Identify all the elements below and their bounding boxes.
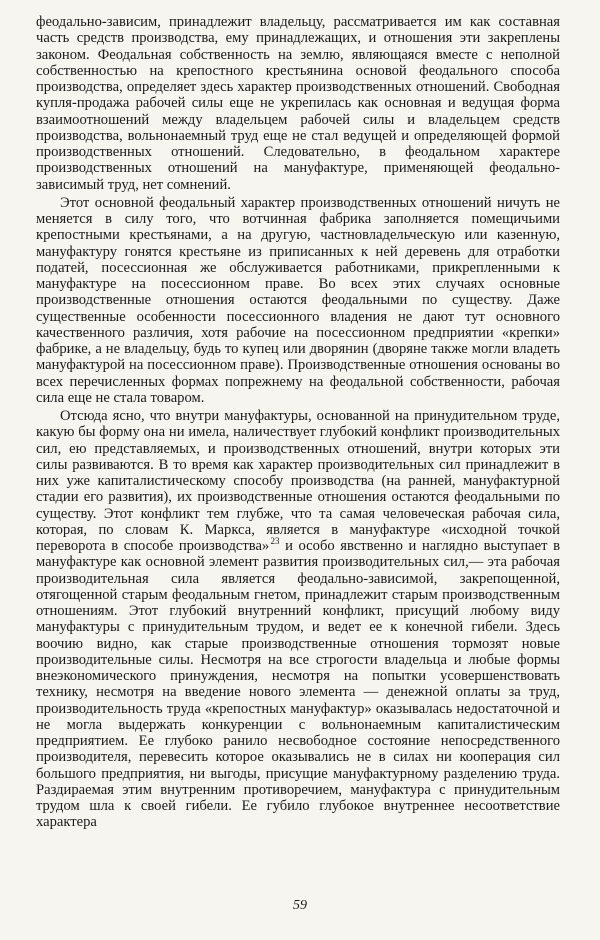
footnote-reference[interactable]: 23 bbox=[270, 536, 280, 547]
paragraph-3 bbox=[36, 408, 560, 831]
paragraph-3-text-b: и особо явственно и наглядно выступает в мануфактуре как основной элемент развития производительных сил,— эта рабочая производительная сила является феодально-зависимой, закрепощенной, отягощенной старым феодальным гнетом, принадлежит старым производственным отношениям. Этот глубокий внутренний конфликт, присущий любому виду мануфактуры с принудительным трудом, и ведет ее к конечной гибели. Здесь воочию видно, как старые производственные отношения тормозят новые производительные силы. Несмотря на все строгости владельца и любые формы внеэкономического принуждения, несмотря на попытки усовершенствовать технику, несмотря на введение нового элемента — денежной оплаты за труд, производительность труда «крепостных мануфактур» оказывалась недостаточной и не могла выдержать конкуренции с вольнонаемным капиталистическим предприятием. Ее глубоко ранило несвободное состояние непосредственного производителя, перевесить которое оказывались не в силах ни кооперация сил большого предприятия, ни выгоды, присущие мануфактурному разделению труда. Раздираемая этим внутренним противоречием, мануфактура с принудительным трудом шла к своей гибели. Ее губило глубокое внутреннее несоответствие характера bbox=[36, 538, 560, 831]
page-number: 59 bbox=[293, 898, 307, 913]
paragraph-3-text-a: Отсюда ясно, что внутри мануфактуры, основанной на принудительном труде, какую бы форму она ни имела, наличествует глубокий конфликт производительных сил, ею представляемых, и производственных отношений, внутри которых эти силы развиваются. В то время как характер производительных сил принадлежит в них уже капиталистическому способу производства (на ранней, мануфактурной стадии его развития), их производственные отношения остаются феодальными по существу. Этот конфликт тем глубже, что та самая человеческая рабочая сила, которая, по словам К. Маркса, является в мануфактуре «исходной точкой переворота в способе производства» bbox=[36, 408, 560, 554]
paragraph-2: Этот основной феодальный характер производственных отношений ничуть не меняется в силу того, что вотчинная фабрика заполняется помещичьими крепостными крестьянами, а на другую, частновладельческую или казенную, мануфактуру гонятся крестьяне из приписанных к ней деревень для отработки податей, посессионная же обслуживается работниками, прикрепленными к мануфактуре на посессионном праве. Во всех этих случаях основные производственные отношения остаются феодальными по существу. Даже существенные особенности посессионного владения не дают тут основного качественного различия, хотя рабочие на посессионном предприятии «крепки» фабрике, а не владельцу, будь то купец или дворянин (дворяне также могли владеть мануфактурой на посессионном праве). Производственные отношения основаны во всех перечисленных формах попрежнему на феодальной собственности, рабочая сила еще не стала товаром. bbox=[36, 194, 560, 406]
paragraph-1: феодально-зависим, принадлежит владельцу, рассматривается им как составная часть средств производства, ему принадлежащих, и отношения эти закреплены законом. Феодальная собственность на землю, являющаяся вместе с неполной собственностью на крепостного крестьянина основой феодального способа производства, определяет здесь характер производственных отношений. Свободная купля-продажа рабочей силы еще не укрепилась как основная и ведущая форма взаимоотношений между владельцем рабочей силы и владельцем средств производства, вольнонаемный труд еще не стал ведущей и определяющей формой производственных отношений. Следовательно, в феодальном характере производственных отношений на мануфактуре, применяющей феодально-зависимый труд, нет сомнений. bbox=[36, 14, 560, 193]
